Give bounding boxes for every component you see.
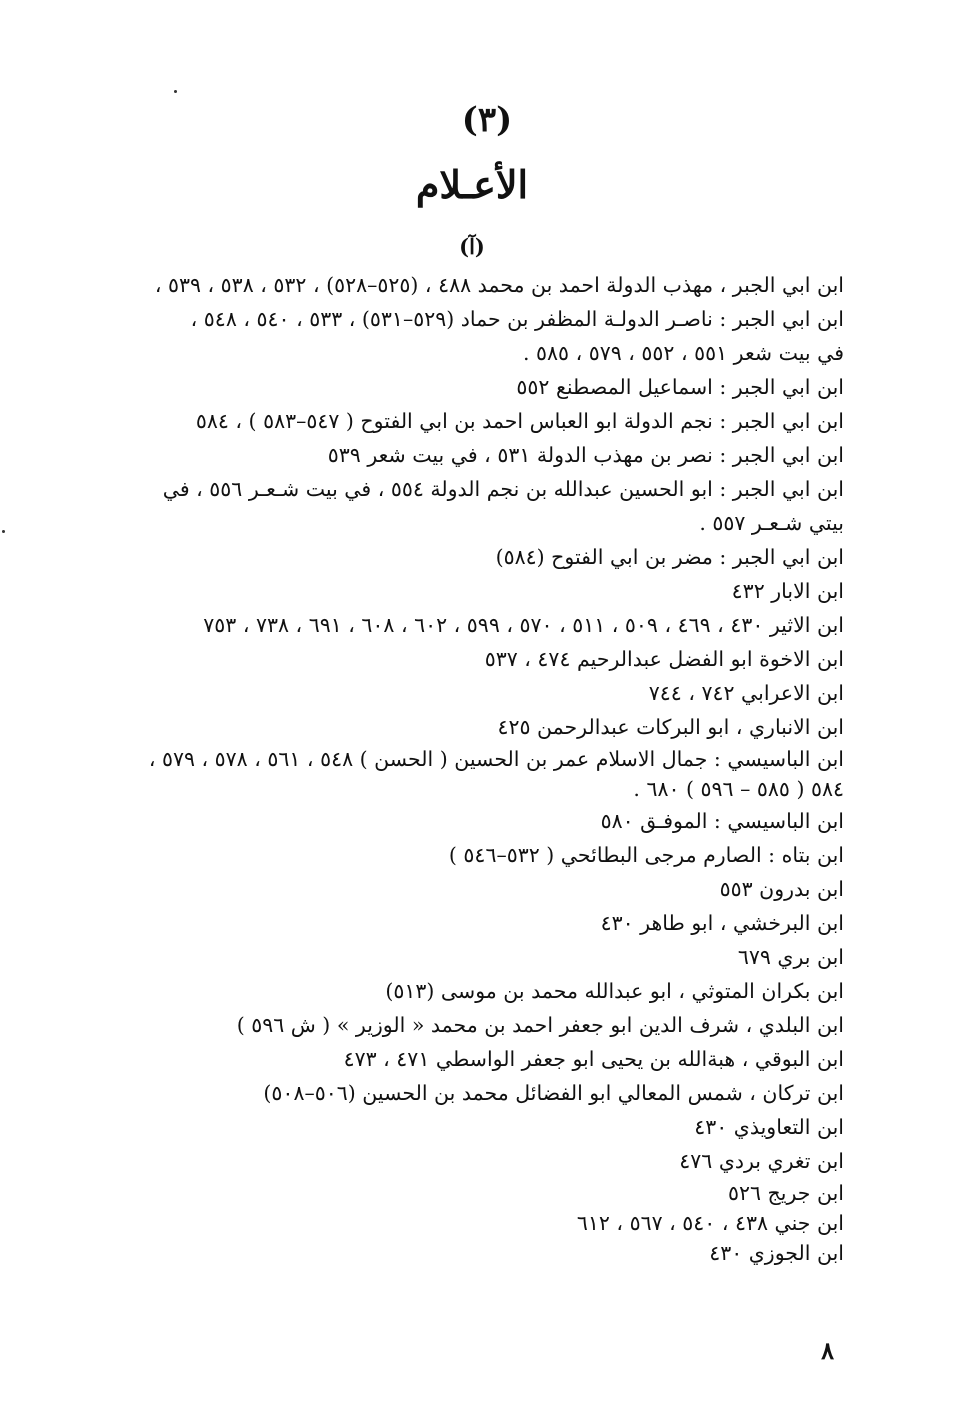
- entry-text: ابن الباسيسي : جمال الاسلام عمر بن الحسين ( الحسن ) ٥٤٨ ، ٥٦١ ، ٥٧٨ ، ٥٧٩ ،: [148, 747, 844, 771]
- index-entry: [84, 1110, 844, 1144]
- entry-text: ابن التعاويذي ٤٣٠: [694, 1115, 844, 1139]
- entry-text: ابن جريج ٥٢٦: [727, 1181, 844, 1205]
- index-entry: [84, 710, 844, 744]
- index-entry: [84, 1238, 844, 1268]
- entry-text: ابن الباسيسي : الموفـق ٥٨٠: [600, 809, 844, 833]
- index-entry: [84, 540, 844, 574]
- entry-text: ابن بري ٦٧٩: [737, 945, 844, 969]
- entry-text: ابن ابي الجبر : اسماعيل المصطنع ٥٥٢: [516, 375, 844, 399]
- index-entry: [84, 676, 844, 710]
- index-entry: [84, 1144, 844, 1178]
- index-entry: [84, 1008, 844, 1042]
- section-number: (٣): [461, 100, 513, 140]
- index-entry: [84, 370, 844, 404]
- index-entry: [84, 268, 844, 302]
- entry-text: ابن الاثير ٤٣٠ ، ٤٦٩ ، ٥٠٩ ، ٥١١ ، ٥٧٠ ، ٥٩٩ ، ٦٠٢ ، ٦٠٨ ، ٦٩١ ، ٧٣٨ ، ٧٥٣: [203, 613, 844, 637]
- entry-text: ابن ابي الجبر ، مهذب الدولة احمد بن محمد ٤٨٨ ، (٥٢٥–٥٢٨) ، ٥٣٢ ، ٥٣٨ ، ٥٣٩ ،: [154, 273, 844, 297]
- index-entry: [84, 472, 844, 540]
- entry-continuation: في بيت شعر ٥٥١ ، ٥٥٢ ، ٥٧٩ ، ٥٨٥ .: [522, 341, 844, 365]
- entry-text: ابن ابي الجبر : مضر بن ابي الفتوح (٥٨٤): [495, 545, 844, 569]
- entry-text: ابن جني ٤٣٨ ، ٥٤٠ ، ٥٦٧ ، ٦١٢: [576, 1211, 844, 1235]
- index-entry: [84, 574, 844, 608]
- entry-text: ابن البوقي ، هبةالله بن يحيى ابو جعفر الواسطي ٤٧١ ، ٤٧٣: [343, 1047, 844, 1071]
- entry-text: ابن الاعرابي ٧٤٢ ، ٧٤٤: [648, 681, 844, 705]
- entry-text: ابن الانباري ، ابو البركات عبدالرحمن ٤٢٥: [497, 715, 844, 739]
- index-entry: [84, 872, 844, 906]
- scan-speck: [174, 90, 177, 93]
- letter-heading: (آ): [459, 234, 485, 259]
- entry-continuation: ٥٨٤ ( ٥٨٥ – ٥٩٦ ) ٦٨٠ .: [633, 777, 844, 801]
- entry-text: ابن ابي الجبر : ابو الحسين عبدالله بن نجم الدولة ٥٥٤ ، في بيت شـعـر ٥٥٦ ، في: [162, 477, 844, 501]
- index-entries: [84, 268, 844, 1268]
- index-entry: [84, 404, 844, 438]
- index-entry: [84, 642, 844, 676]
- entry-text: ابن البلدي ، شرف الدين ابو جعفر احمد بن محمد « الوزير » ( ش ٥٩٦ ): [236, 1013, 844, 1037]
- scan-speck: [2, 530, 5, 533]
- entry-text: ابن ابي الجبر : ناصـر الدولـة المظفر بن حماد (٥٢٩–٥٣١) ، ٥٣٣ ، ٥٤٠ ، ٥٤٨ ،: [190, 307, 844, 331]
- index-entry: [84, 940, 844, 974]
- entry-text: ابن بدرون ٥٥٣: [719, 877, 844, 901]
- entry-continuation: بيتي شـعـر ٥٥٧ .: [699, 511, 844, 535]
- index-entry: [84, 302, 844, 370]
- index-entry: [84, 906, 844, 940]
- index-entry: [84, 1178, 844, 1208]
- index-entry: [84, 1042, 844, 1076]
- entry-text: ابن تركان ، شمس المعالي ابو الفضائل محمد بن الحسين (٥٠٦–٥٠٨): [263, 1081, 844, 1105]
- entry-text: ابن الاخوة ابو الفضل عبدالرحيم ٤٧٤ ، ٥٣٧: [484, 647, 844, 671]
- entry-text: ابن ابي الجبر : نجم الدولة ابو العباس احمد بن ابي الفتوح ( ٥٤٧–٥٨٣ ) ، ٥٨٤: [195, 409, 844, 433]
- index-entry: [84, 744, 844, 804]
- index-entry: [84, 608, 844, 642]
- index-entry: [84, 804, 844, 838]
- index-entry: [84, 1208, 844, 1238]
- entry-text: ابن بكران المتوثي ، ابو عبدالله محمد بن موسى (٥١٣): [385, 979, 844, 1003]
- entry-text: ابن الجوزي ٤٣٠: [709, 1241, 844, 1265]
- index-entry: [84, 838, 844, 872]
- entry-text: ابن ابي الجبر : نصر بن مهذب الدولة ٥٣١ ، في بيت شعر ٥٣٩: [327, 443, 844, 467]
- entry-text: ابن الابار ٤٣٢: [731, 579, 844, 603]
- page-title: الأعـلام: [415, 162, 529, 207]
- index-entry: [84, 438, 844, 472]
- entry-text: ابن بتاه : الصارم مرجى البطائحي ( ٥٣٢–٥٤٦ ): [448, 843, 844, 867]
- page-number: ٨: [821, 1336, 834, 1365]
- entry-text: ابن تغري بردي ٤٧٦: [679, 1149, 844, 1173]
- entry-text: ابن البرخشي ، ابو طاهر ٤٣٠: [600, 911, 844, 935]
- index-entry: [84, 1076, 844, 1110]
- index-entry: [84, 974, 844, 1008]
